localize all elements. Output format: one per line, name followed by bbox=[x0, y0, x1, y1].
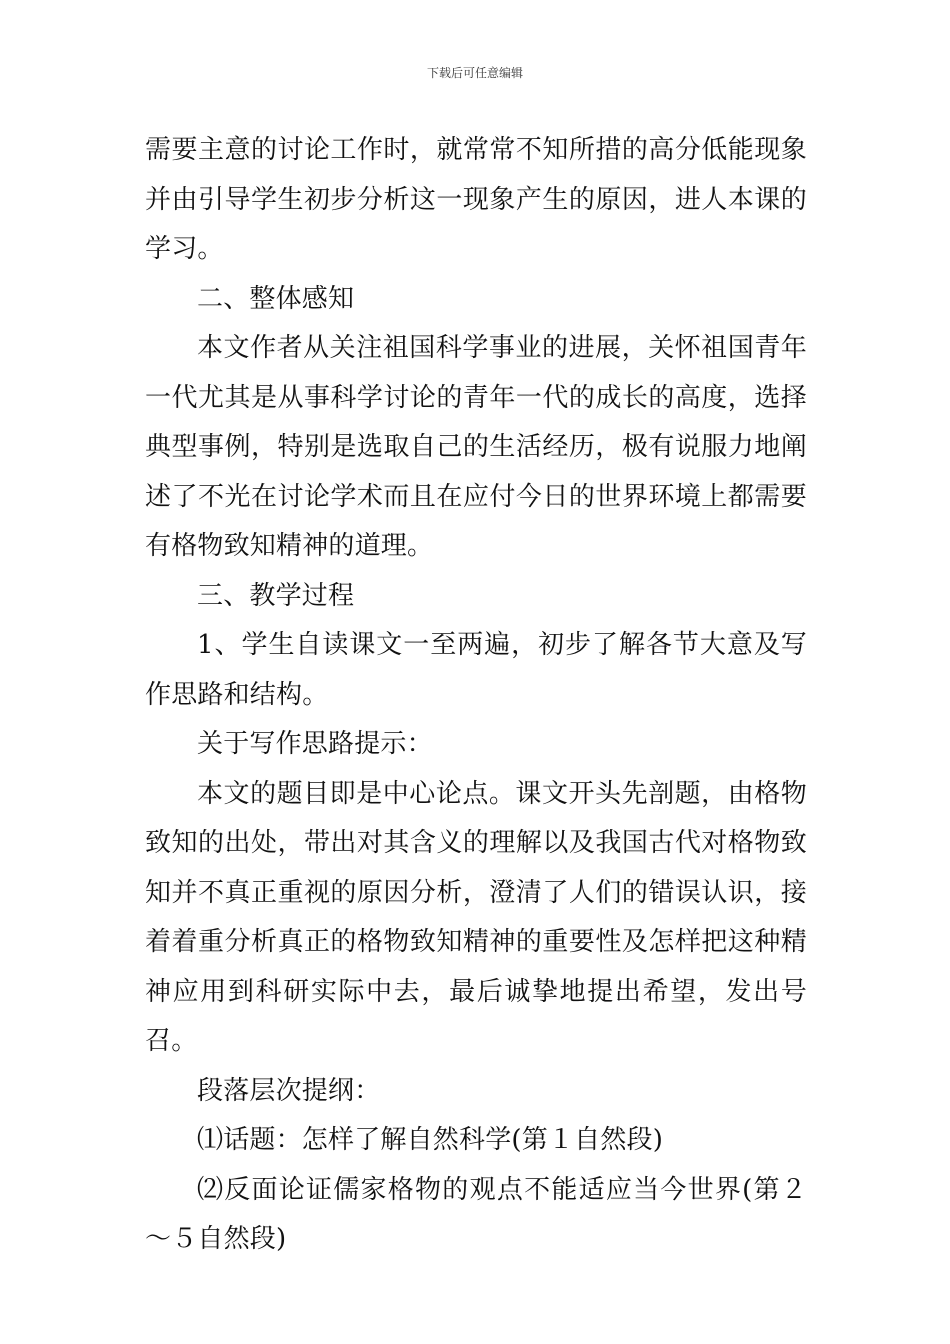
paragraph-step-1: 1、学生自读课文一至两遍，初步了解各节大意及写作思路和结构。 bbox=[145, 630, 807, 710]
paragraph-outline-label: 段落层次提纲： bbox=[197, 1075, 381, 1106]
document-body bbox=[145, 126, 807, 1265]
paragraph-writing-hint: 本文的题目即是中心论点。课文开头先剖题，由格物致知的出处，带出对其含义的理解以及我国古代对格物致知并不真正重视的原因分析，澄清了人们的错误认识，接着着重分析真正的格物致知精神的重要性及怎样把这种精神应用到科研实际中去，最后诚挚地提出希望，发出号召。 bbox=[145, 778, 807, 1056]
section-heading-overall-perception: 二、整体感知 bbox=[197, 283, 355, 314]
paragraph-continuation: 需要主意的讨论工作时，就常常不知所措的高分低能现象并由引导学生初步分析这一现象产生的原因，进人本课的学习。 bbox=[145, 135, 807, 264]
paragraph-overall-perception: 本文作者从关注祖国科学事业的进展，关怀祖国青年一代尤其是从事科学讨论的青年一代的成长的高度，选择典型事例，特别是选取自己的生活经历，极有说服力地阐述了不光在讨论学术而且在应付今日的世界环境上都需要有格物致知精神的道理。 bbox=[145, 333, 807, 561]
page-header-note: 下载后可任意编辑 bbox=[426, 66, 523, 80]
outline-item-1: ⑴话题：怎样了解自然科学(第１自然段) bbox=[197, 1125, 664, 1155]
paragraph-writing-hint-label: 关于写作思路提示： bbox=[197, 729, 433, 759]
section-heading-teaching-process: 三、教学过程 bbox=[197, 580, 355, 611]
outline-item-2: ⑵反面论证儒家格物的观点不能适应当今世界(第２～５自然段) bbox=[145, 1174, 807, 1254]
